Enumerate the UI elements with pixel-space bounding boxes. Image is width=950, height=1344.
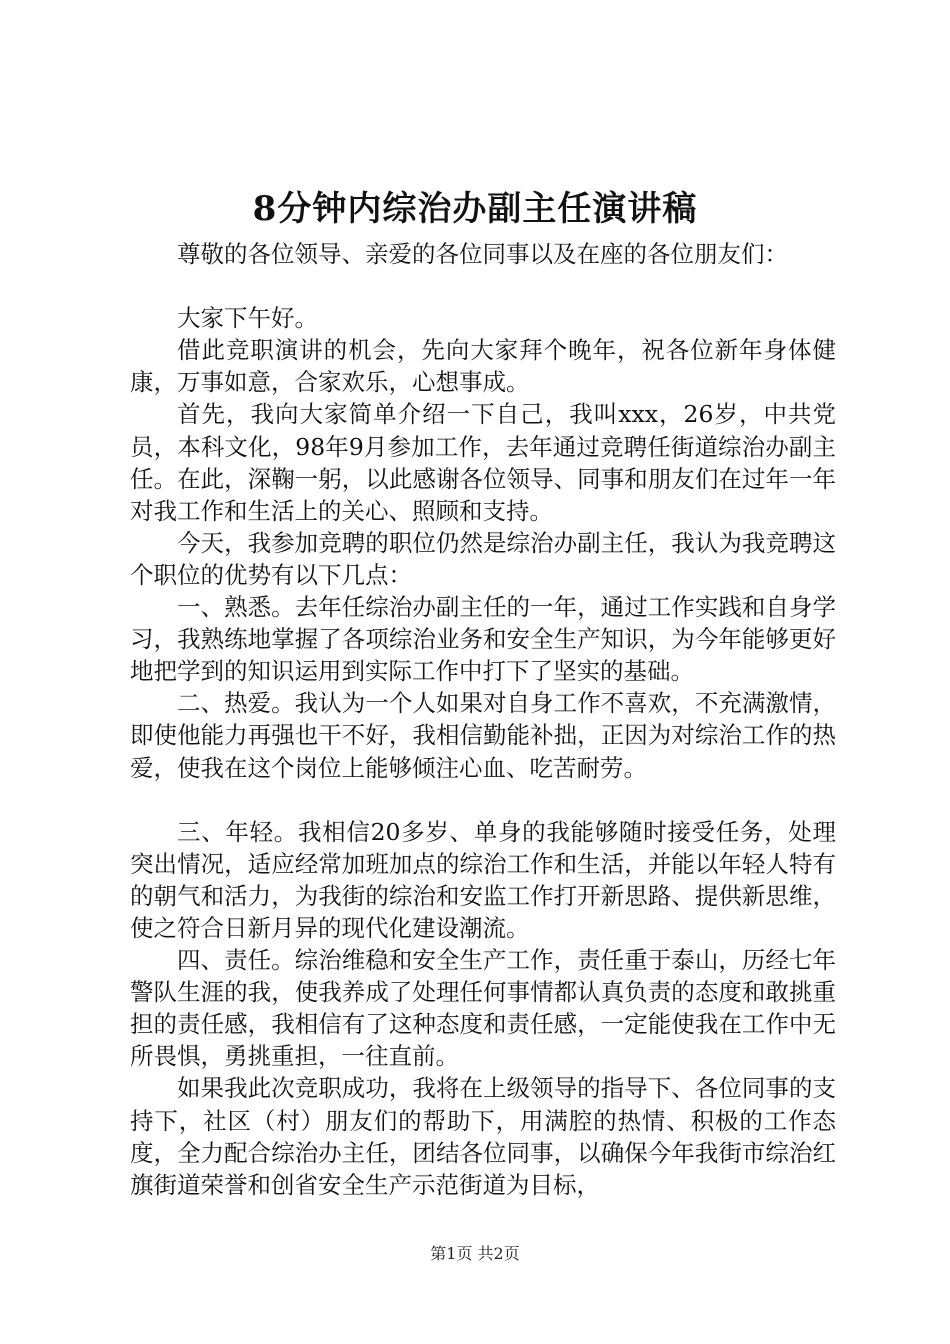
paragraph: 今天，我参加竞聘的职位仍然是综治办副主任，我认为我竞聘这个职位的优势有以下几点： bbox=[130, 528, 836, 589]
paragraph: 大家下午好。 bbox=[177, 304, 318, 333]
document-title: 8分钟内综治办副主任演讲稿 bbox=[252, 189, 698, 229]
page-footer: 第1页 共2页 bbox=[430, 1244, 520, 1263]
paragraph: 如果我此次竞职成功，我将在上级领导的指导下、各位同事的支持下，社区（村）朋友们的帮助下，用满腔的热情、积极的工作态度，全力配合综治办主任，团结各位同事，以确保今年我街市综治红旗街道荣誉和创省安全生产示范街道为目标， bbox=[130, 1074, 836, 1199]
document-body bbox=[130, 238, 836, 1201]
paragraph: 二、热爱。我认为一个人如果对自身工作不喜欢，不充满激情，即使他能力再强也干不好，我相信勤能补拙，正因为对综治工作的热爱，使我在这个岗位上能够倾注心血、吃苦耐劳。 bbox=[130, 689, 836, 782]
blank-line bbox=[130, 270, 836, 302]
paragraph: 尊敬的各位领导、亲爱的各位同事以及在座的各位朋友们： bbox=[177, 240, 788, 268]
paragraph: 四、责任。综治维稳和安全生产工作，责任重于泰山，历经七年警队生涯的我，使我养成了处理任何事情都认真负责的态度和敢挑重担的责任感，我相信有了这种态度和责任感，一定能使我在工作中无所畏惧，勇挑重担，一往直前。 bbox=[130, 946, 836, 1071]
paragraph: 一、熟悉。去年任综治办副主任的一年，通过工作实践和自身学习，我熟练地掌握了各项综治业务和安全生产知识，为今年能够更好地把学到的知识运用到实际工作中打下了坚实的基础。 bbox=[130, 593, 836, 686]
paragraph: 借此竞职演讲的机会，先向大家拜个晚年，祝各位新年身体健康，万事如意，合家欢乐，心想事成。 bbox=[130, 336, 836, 397]
paragraph: 三、年轻。我相信20多岁、单身的我能够随时接受任务，处理突出情况，适应经常加班加点的综治工作和生活，并能以年轻人特有的朝气和活力，为我街的综治和安监工作打开新思路、提供新思维，使之符合日新月异的现代化建设潮流。 bbox=[130, 817, 836, 942]
paragraph: 首先，我向大家简单介绍一下自己，我叫xxx，26岁，中共党员，本科文化，98年9月参加工作，去年通过竞聘任街道综治办副主任。在此，深鞠一躬，以此感谢各位领导、同事和朋友们在过年一年对我工作和生活上的关心、照顾和支持。 bbox=[130, 400, 836, 525]
blank-line bbox=[130, 784, 836, 816]
